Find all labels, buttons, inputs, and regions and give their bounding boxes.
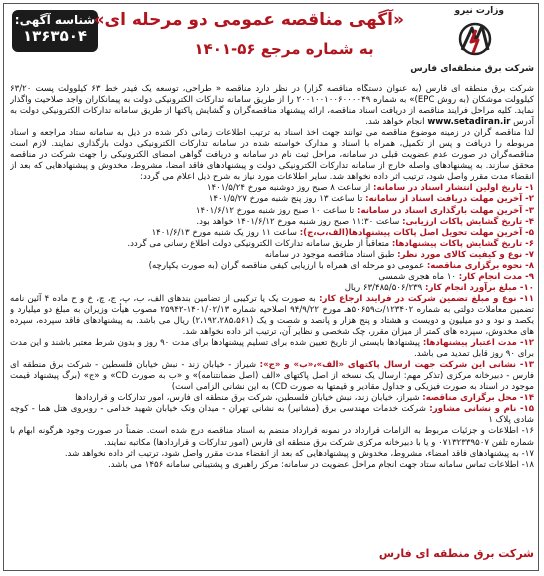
ad-signature: شرکت برق منطقه ای فارس	[378, 547, 534, 560]
ad-header	[4, 4, 540, 84]
intro-text: شرکت برق منطقه ای فارس (به عنوان دستگاه مناقصه گزار) در نظر دارد مناقصه « طراحی، توسعه یک فیدر خط ۶۳ کیلوولت پست ۶۳/۲۰ کیلوولت موشکان (به روش EPC)» به شماره ۲۰۰۱۰۰۱۰۰۶۰۰۰۰۴۹ را از طریق سامانه تدارکات الکترونیکی دولت به پیمانکاران واجد صلاحیت واگذار نماید. کلیه مراحل فرایند مناقصه از دریافت اسناد مناقصه، ارائه پیشنهاد مناقصه‌گران و گشایش پاکتها از طریق سامانه تدارکات الکترونیکی دولت به آدرس	[10, 84, 534, 128]
condition-label: ۹- مدت انجام کار:	[458, 271, 534, 282]
condition-text: شیراز - خیابان زند - نبش خیابان فلسطین - شرکت برق منطقه ای فارس - دبیرخانه مرکزی (تذکر مهم: ارسال یک نسخه از اصل پاکتهای «الف (اصل ضمانتنامه)» و «ب به صورت CD» و «ج» (برگ پیشنهاد قیمت موجود در اسناد به صورت فیزیکی و جداول مقادیر و قیمتها به صورت CD) به این نشانی الزامی است)	[10, 360, 534, 393]
instructions-paragraph: لذا مناقصه گران در زمینه موضوع مناقصه می توانند جهت اخذ اسناد به ترتیب اطلاعات زمانی ذکر شده در ذیل به سامانه ستاد مراجعه و اسناد مربوطه را دریافت و پس از تکمیل، همراه با اسناد و مدارک خواسته شده در سامانه تدارکات الکترونیکی دولت بارگذاری نمایند. لازم است مناقصه‌گران در صورت عدم عضویت قبلی در سامانه، مراحل ثبت نام در سامانه و دریافت گواهی امضای الکترونیکی را جهت شرکت در مناقصه محقق سازند. به پیشنهادهای واصله خارج از سامانه تدارکات الکترونیکی دولت و پیشنهادهای فاقد امضا، مشروط، مخدوش و پیشنهادهایی که بعد از انقضاء مدت مقرر واصل شود، ترتیب اثر داده نخواهد شد. سایر اطلاعات مورد نیاز به شرح ذیل اعلام می گردد:	[10, 128, 534, 183]
condition-text: عمومی دو مرحله ای همراه با ارزیابی کیفی مناقصه گران (به صورت یکپارچه)	[148, 260, 425, 271]
condition-text: تا ساعت ۱۳ روز پنج شنبه مورخ ۱۴۰۱/۵/۲۷	[208, 194, 363, 205]
condition-item	[10, 338, 534, 360]
condition-label: ۳- آخرین مهلت بارگذاری اسناد در سامانه:	[357, 205, 534, 216]
condition-label: ۱۰- مبلغ برآورد انجام کار:	[425, 282, 534, 293]
condition-label: ۴- تاریخ گشایش پاکات ارزیابی:	[402, 216, 534, 227]
intro-end: انجام خواهد شد.	[365, 117, 425, 128]
company-logo	[410, 6, 534, 80]
condition-text: ۱۷- به پیشنهادهای فاقد امضاء، مشروط، مخدوش و پیشنهادهایی که بعد از انقضاء مدت مقرر واصل شود، ترتیب اثر داده نخواهد شد.	[64, 448, 534, 459]
ad-id-badge	[12, 10, 98, 52]
ad-id-label: شناسه آگهی:	[14, 13, 96, 27]
condition-label: ۱۵- نام و نشانی مشاور:	[429, 404, 534, 415]
company-name: شرکت برق منطقه‌ای فارس	[410, 64, 534, 74]
condition-item	[10, 294, 534, 338]
condition-text: طبق اسناد مناقصه موجود در سامانه	[264, 249, 395, 260]
condition-item	[10, 449, 534, 460]
condition-item	[10, 250, 534, 261]
condition-item	[10, 217, 534, 228]
condition-text: شیراز، خیابان زند، نبش خیابان فلسطین، شرکت برق منطقه ای فارس، امور تدارکات و قراردادها	[75, 393, 420, 404]
condition-text: ساعت ۱۱ روز یک شنبه مورخ ۱۴۰۱/۶/۱۳	[151, 227, 297, 238]
condition-label: ۶- تاریخ گشایش پاکات پیشنهادها:	[391, 238, 534, 249]
condition-label: ۱۳- نشانی این شرکت جهت ارسال پاکتهای «الف»،«ب» و «ج»:	[259, 360, 534, 371]
condition-text: تا ساعت ۱۰ صبح روز شنبه مورخ ۱۴۰۱/۶/۱۲	[195, 205, 355, 216]
condition-text: ساعت ۱۱:۳۰ صبح روز شنبه مورخ ۱۴۰۱/۶/۱۲ خواهد بود.	[196, 216, 400, 227]
condition-label: ۱۴- محل برگزاری مناقصه:	[422, 393, 534, 404]
condition-text: متعاقباً از طریق سامانه تدارکات الکترونیکی دولت اطلاع رسانی می گردد.	[127, 238, 390, 249]
condition-label: ۱۲- مدت اعتبار پیشنهادها:	[422, 338, 534, 349]
ad-body	[10, 84, 534, 544]
condition-item	[10, 239, 534, 250]
condition-item	[10, 460, 534, 471]
condition-text: شرکت خدمات مهندسی برق (مشانیر) به نشانی تهران - میدان ونک خیابان شهید خدامی - روبروی هتل هما - کوچه شادی پلاک ۱	[10, 404, 534, 426]
condition-item	[10, 393, 534, 404]
intro-paragraph	[10, 84, 534, 128]
conditions-list	[10, 183, 534, 470]
condition-text: ۶۳/۴۸۵/۵۰۶/۲۳۹ ریال	[344, 282, 423, 293]
condition-label: ۷- نوع و کیفیت کالای مورد نظر:	[397, 249, 534, 260]
condition-label: ۵- آخرین مهلت تحویل اصل پاکات پیشنهادها(الف،ب،ج):	[299, 227, 534, 238]
condition-text: پیشنهادها بایستی از تاریخ تعیین شده برای تسلیم پیشنهادها برای مدت ۹۰ روز و بدون شرط معتبر باشند و این مدت برای ۹۰ روز قابل تمدید می باشد.	[10, 338, 534, 360]
ad-id-number: ۱۳۶۳۵۰۴	[22, 27, 88, 45]
condition-text: ۱۸- اطلاعات تماس سامانه ستاد جهت انجام مراحل عضویت در سامانه: مرکز راهبری و پشتیبانی سامانه ۱۴۵۶ می باشد.	[108, 459, 534, 470]
website-link[interactable]: www.setadiran.ir	[427, 117, 511, 128]
condition-label: ۱- تاریخ اولین انتشار اسناد در سامانه:	[373, 183, 534, 194]
condition-text: ۱۰ ماه هجری شمسی	[378, 271, 457, 282]
condition-text: به صورت یک یا ترکیبی از تضامین بندهای الف، ب، پ، ج، چ، خ و ح ماده ۴ آئین نامه تضمین معاملات دولتی به شماره ۱۲۳۴۰۲/ت۵۰۶۵۹هـ مورخ ۹۴/۹/۲۲ اصلاحیه شماره ۱۴۰۱/۰۲/۱۳-۲۵۹۴۲ مصوب هیأت وزیران به مبلغ دو میلیارد و یکصد و نود و دو میلیون و دویست و هشتاد و پنج هزار و پانصد و شصت و یک (۲،۱۹۲،۲۸۵،۵۶۱) ریال می باشد. به پیشنهادهای فاقد سپرده، سپرده های مخدوش، سپرده های کمتر از میزان مقرر، چک شخصی و نظایر آن، ترتیب اثر داده نخواهد شد.	[10, 293, 534, 338]
condition-item	[10, 228, 534, 239]
ad-title: «آگهی مناقصه عمومی دو مرحله ای»	[93, 10, 404, 30]
condition-label: ۲- آخرین مهلت دریافت اسناد از سامانه:	[365, 194, 534, 205]
condition-item	[10, 404, 534, 426]
condition-item	[10, 272, 534, 283]
ad-subtitle: به شماره مرجع ۵۶-۱۴۰۱	[194, 40, 374, 58]
condition-item	[10, 261, 534, 272]
condition-item	[10, 283, 534, 294]
condition-item	[10, 194, 534, 205]
condition-item	[10, 426, 534, 448]
power-logo-icon	[452, 20, 498, 58]
condition-label: ۱۱- نوع و مبلغ تضمین شرکت در فرایند ارجاع کار:	[319, 293, 534, 304]
condition-label: ۸- نحوه برگزاری مناقصه:	[426, 260, 534, 271]
condition-item	[10, 360, 534, 393]
condition-text: از ساعت ۸ صبح روز دوشنبه مورخ ۱۴۰۱/۵/۲۴	[206, 183, 371, 194]
condition-text: ۱۶- اطلاعات و جزئیات مربوط به الزامات قرارداد در نمونه قرارداد منضم به اسناد مناقصه درج شده است. ضمناً در صورت وجود هرگونه ابهام با شماره تلفن ۰۷۱۳۲۳۳۹۵۰۷ و یا با دبیرخانه مرکزی شرکت برق منطقه ای فارس (امور تدارکات و قراردادها) مکاتبه نمایند.	[10, 426, 534, 448]
ministry-label: وزارت نیرو	[454, 6, 504, 16]
condition-item	[10, 206, 534, 217]
condition-item	[10, 183, 534, 194]
